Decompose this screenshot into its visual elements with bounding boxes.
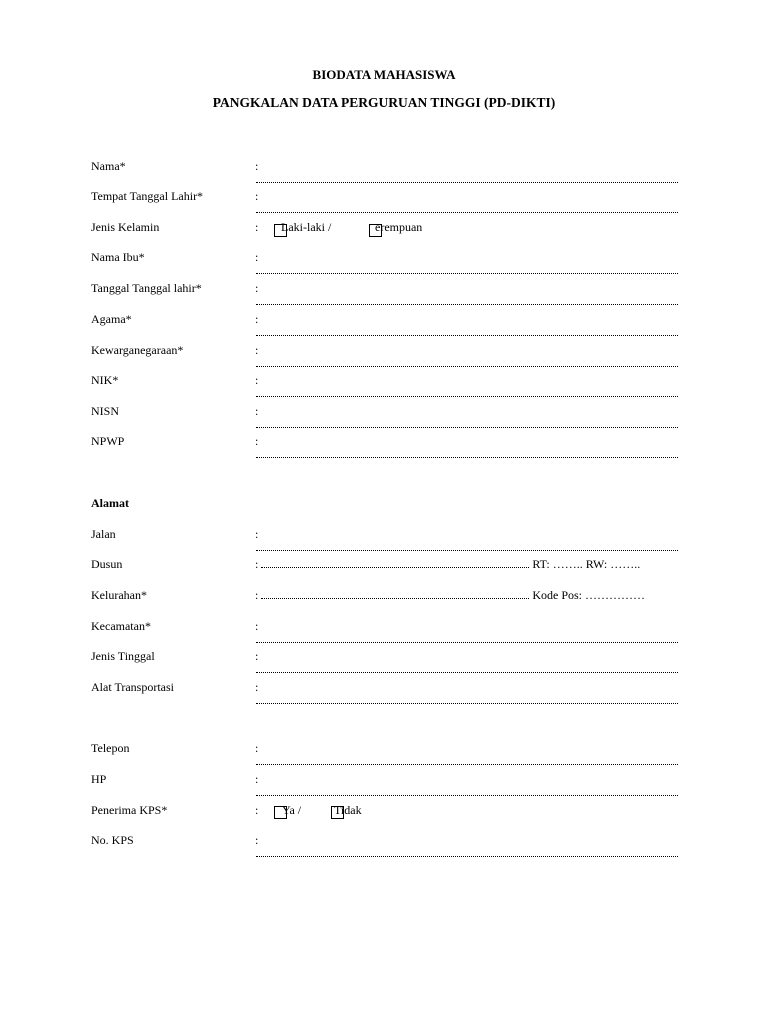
colon: : [255, 434, 259, 448]
option-laki-laki: Laki-laki / [281, 220, 332, 234]
label-kewarganegaraan: Kewarganegaraan* [91, 343, 184, 357]
input-nik[interactable] [256, 396, 678, 397]
colon: : [255, 588, 259, 602]
document-subtitle: PANGKALAN DATA PERGURUAN TINGGI (PD-DIKTI) [212, 95, 556, 110]
label-kode-pos: Kode Pos: …………… [532, 588, 646, 602]
label-tanggal-lahir: Tanggal Tanggal lahir* [91, 281, 202, 295]
label-nama: Nama* [91, 159, 126, 173]
label-nik: NIK* [91, 373, 119, 387]
label-kelurahan: Kelurahan* [91, 588, 147, 602]
label-dusun: Dusun [91, 557, 123, 571]
colon: : [255, 312, 259, 326]
label-jenis-tinggal: Jenis Tinggal [91, 649, 155, 663]
label-no-kps: No. KPS [91, 833, 134, 847]
colon: : [255, 281, 259, 295]
colon: : [255, 619, 259, 633]
dusun-row [255, 557, 640, 572]
input-telepon[interactable] [256, 764, 678, 765]
document-title: BIODATA MAHASISWA [312, 67, 456, 82]
label-jalan: Jalan [91, 527, 116, 541]
label-nama-ibu: Nama Ibu* [91, 250, 145, 264]
label-alat-transportasi: Alat Transportasi [91, 680, 175, 694]
input-tempat-tanggal-lahir[interactable] [256, 212, 678, 213]
input-npwp[interactable] [256, 457, 678, 458]
label-telepon: Telepon [91, 741, 130, 755]
colon: : [255, 373, 259, 387]
colon: : [255, 649, 259, 663]
colon: : [255, 343, 259, 357]
input-nama[interactable] [256, 182, 678, 183]
colon: : [255, 220, 259, 234]
option-perempuan: erempuan [375, 220, 423, 234]
colon: : [255, 159, 259, 173]
input-kecamatan[interactable] [256, 642, 678, 643]
input-jenis-tinggal[interactable] [256, 672, 678, 673]
input-alat-transportasi[interactable] [256, 703, 678, 704]
colon: : [255, 189, 259, 203]
input-nisn[interactable] [256, 427, 678, 428]
colon: : [255, 772, 259, 786]
input-dusun[interactable] [261, 559, 529, 568]
input-tanggal-lahir[interactable] [256, 304, 678, 305]
colon: : [255, 741, 259, 755]
input-agama[interactable] [256, 335, 678, 336]
input-kelurahan[interactable] [261, 590, 529, 599]
label-rw: RW: …….. [585, 557, 641, 571]
label-agama: Agama* [91, 312, 132, 326]
colon: : [255, 833, 259, 847]
input-jalan[interactable] [256, 550, 678, 551]
label-hp: HP [91, 772, 107, 786]
colon: : [255, 250, 259, 264]
label-rt: RT: …….. [532, 557, 583, 571]
input-kewarganegaraan[interactable] [256, 366, 678, 367]
label-penerima-kps: Penerima KPS* [91, 803, 168, 817]
section-heading-alamat: Alamat [91, 496, 129, 510]
label-kecamatan: Kecamatan* [91, 619, 151, 633]
label-tempat-tanggal-lahir: Tempat Tanggal Lahir* [91, 189, 204, 203]
label-jenis-kelamin: Jenis Kelamin [91, 220, 160, 234]
kelurahan-row [255, 588, 645, 603]
input-nama-ibu[interactable] [256, 273, 678, 274]
colon: : [255, 803, 259, 817]
colon: : [255, 680, 259, 694]
colon: : [255, 404, 259, 418]
input-no-kps[interactable] [256, 856, 678, 857]
label-npwp: NPWP [91, 434, 125, 448]
option-tidak: Tidak [334, 803, 362, 817]
option-ya: Ya / [282, 803, 302, 817]
colon: : [255, 557, 259, 571]
input-hp[interactable] [256, 795, 678, 796]
label-nisn: NISN [91, 404, 120, 418]
colon: : [255, 527, 259, 541]
